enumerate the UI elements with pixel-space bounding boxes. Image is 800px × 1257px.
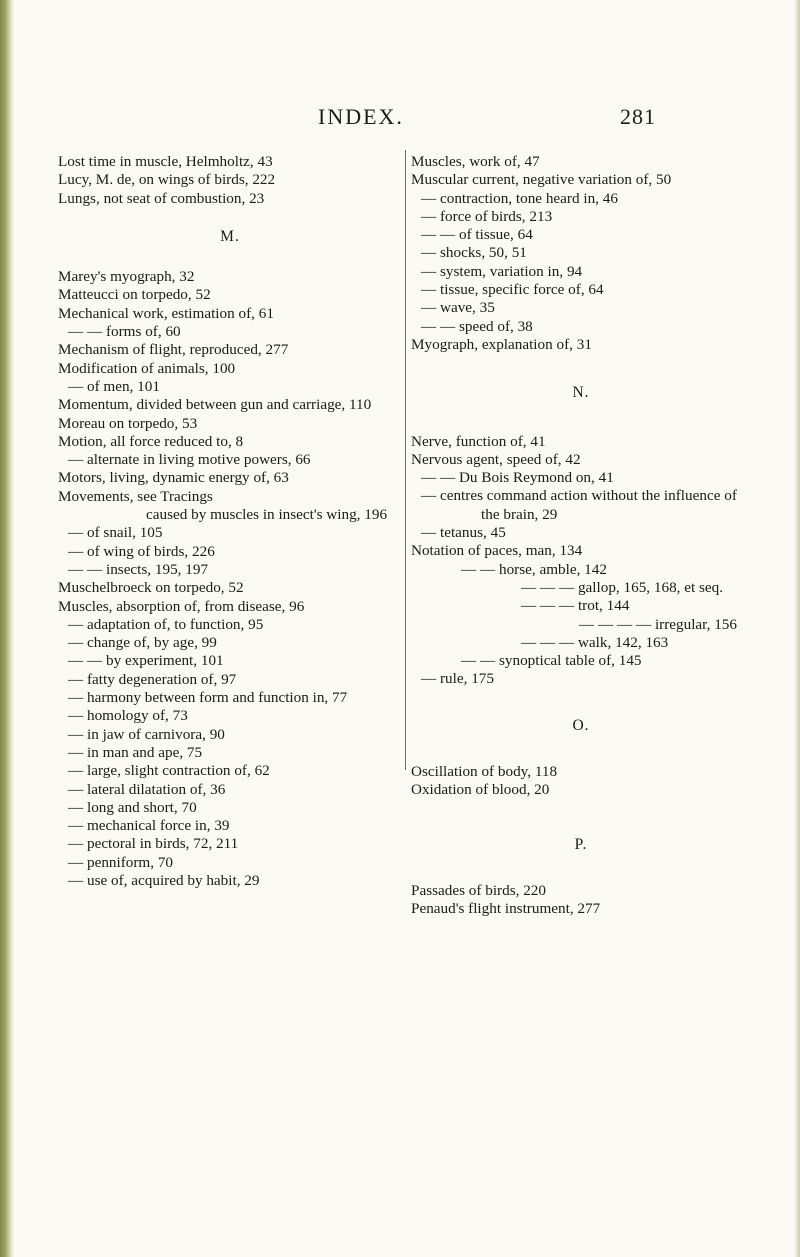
index-entry: — use of, acquired by habit, 29 bbox=[68, 871, 260, 889]
index-entry: — — forms of, 60 bbox=[68, 323, 181, 341]
index-entry: Momentum, divided between gun and carriage, 110 bbox=[58, 396, 372, 414]
index-entry: Motors, living, dynamic energy of, 63 bbox=[58, 469, 289, 487]
index-entry: — — — gallop, 165, 168, et seq. bbox=[521, 578, 724, 596]
index-entry: — mechanical force in, 39 bbox=[68, 817, 230, 835]
index-entry: — — Du Bois Reymond on, 41 bbox=[421, 469, 614, 487]
index-entry: — change of, by age, 99 bbox=[68, 634, 217, 652]
section-heading-m: M. bbox=[220, 227, 240, 245]
page-number: 281 bbox=[620, 104, 656, 129]
index-entry: — harmony between form and function in, 77 bbox=[68, 689, 348, 707]
index-entry: — homology of, 73 bbox=[68, 707, 188, 725]
index-entry: — — synoptical table of, 145 bbox=[461, 652, 642, 670]
section-heading-p: P. bbox=[574, 835, 588, 853]
index-entry: Moreau on torpedo, 53 bbox=[58, 414, 198, 432]
index-entry: — tissue, specific force of, 64 bbox=[421, 281, 604, 299]
column-divider bbox=[405, 150, 406, 770]
index-entry: Passades of birds, 220 bbox=[411, 881, 546, 899]
index-entry: — large, slight contraction of, 62 bbox=[68, 762, 270, 780]
header-title: INDEX. bbox=[318, 104, 404, 129]
section-heading-n: N. bbox=[572, 384, 590, 402]
index-entry: Lucy, M. de, on wings of birds, 222 bbox=[58, 171, 276, 189]
index-entry: Modification of animals, 100 bbox=[58, 359, 236, 377]
index-entry: — penniform, 70 bbox=[68, 853, 174, 871]
index-entry: Muscles, work of, 47 bbox=[411, 153, 540, 170]
page-edge-right bbox=[794, 0, 800, 1257]
index-entry: Lost time in muscle, Helmholtz, 43 bbox=[58, 153, 273, 170]
index-entry: — long and short, 70 bbox=[68, 798, 197, 816]
index-entry: — fatty degeneration of, 97 bbox=[68, 670, 237, 688]
index-entry: — of snail, 105 bbox=[68, 524, 163, 542]
index-entry: — force of birds, 213 bbox=[421, 207, 553, 225]
index-entry: — adaptation of, to function, 95 bbox=[68, 615, 264, 633]
index-entry: Mechanical work, estimation of, 61 bbox=[58, 304, 274, 322]
index-entry: — pectoral in birds, 72, 211 bbox=[68, 835, 239, 853]
index-entry: Notation of paces, man, 134 bbox=[411, 542, 583, 560]
index-entry: — — horse, amble, 142 bbox=[461, 560, 607, 578]
index-entry: — — insects, 195, 197 bbox=[68, 560, 209, 578]
index-entry: — — speed of, 38 bbox=[421, 317, 533, 335]
index-entry: Nerve, function of, 41 bbox=[411, 432, 546, 450]
index-entry: — rule, 175 bbox=[421, 670, 494, 688]
index-entry: — lateral dilatation of, 36 bbox=[68, 780, 226, 798]
index-entry: Muscles, absorption of, from disease, 96 bbox=[58, 597, 305, 615]
index-entry: Lungs, not seat of combustion, 23 bbox=[58, 189, 265, 207]
index-entry: Penaud's flight instrument, 277 bbox=[411, 900, 601, 918]
index-entry: — alternate in living motive powers, 66 bbox=[68, 451, 311, 469]
page-edge-left bbox=[0, 0, 14, 1257]
index-entry: — — of tissue, 64 bbox=[421, 226, 533, 244]
index-entry: — tetanus, 45 bbox=[421, 524, 506, 542]
index-entry: — — by experiment, 101 bbox=[68, 652, 224, 670]
index-entry: — of men, 101 bbox=[68, 377, 160, 395]
index-entry: — — — walk, 142, 163 bbox=[521, 633, 669, 651]
index-entry: Movements, see Tracings bbox=[58, 487, 213, 505]
index-entry: Nervous agent, speed of, 42 bbox=[411, 450, 581, 468]
index-entry: — contraction, tone heard in, 46 bbox=[421, 189, 618, 207]
index-entry: Matteucci on torpedo, 52 bbox=[58, 286, 211, 304]
index-entry: Oscillation of body, 118 bbox=[411, 763, 558, 781]
running-header bbox=[0, 104, 800, 134]
right-column bbox=[411, 153, 751, 919]
index-entry: — wave, 35 bbox=[421, 299, 495, 317]
index-entry: Oxidation of blood, 20 bbox=[411, 781, 550, 799]
index-entry: — shocks, 50, 51 bbox=[421, 244, 527, 262]
index-entry: Muschelbroeck on torpedo, 52 bbox=[58, 579, 244, 597]
index-entry: — — — trot, 144 bbox=[521, 597, 630, 615]
index-entry: Mechanism of flight, reproduced, 277 bbox=[58, 341, 289, 359]
index-entry: — system, variation in, 94 bbox=[421, 262, 583, 280]
index-entry: Myograph, explanation of, 31 bbox=[411, 335, 592, 353]
index-entry: — — — — irregular, 156 bbox=[579, 615, 737, 633]
index-entry: Muscular current, negative variation of, 50 bbox=[411, 171, 672, 189]
index-entry: — in man and ape, 75 bbox=[68, 743, 203, 761]
index-entry: — of wing of birds, 226 bbox=[68, 542, 215, 560]
index-entry: Motion, all force reduced to, 8 bbox=[58, 432, 244, 450]
index-entry: caused by muscles in insect's wing, 196 bbox=[146, 506, 388, 524]
left-column bbox=[58, 153, 402, 890]
index-entry: — centres command action without the influence of the brain, 29 bbox=[421, 487, 737, 523]
index-entry: Marey's myograph, 32 bbox=[58, 268, 195, 286]
section-heading-o: O. bbox=[572, 716, 590, 734]
index-entry: — in jaw of carnivora, 90 bbox=[68, 725, 225, 743]
